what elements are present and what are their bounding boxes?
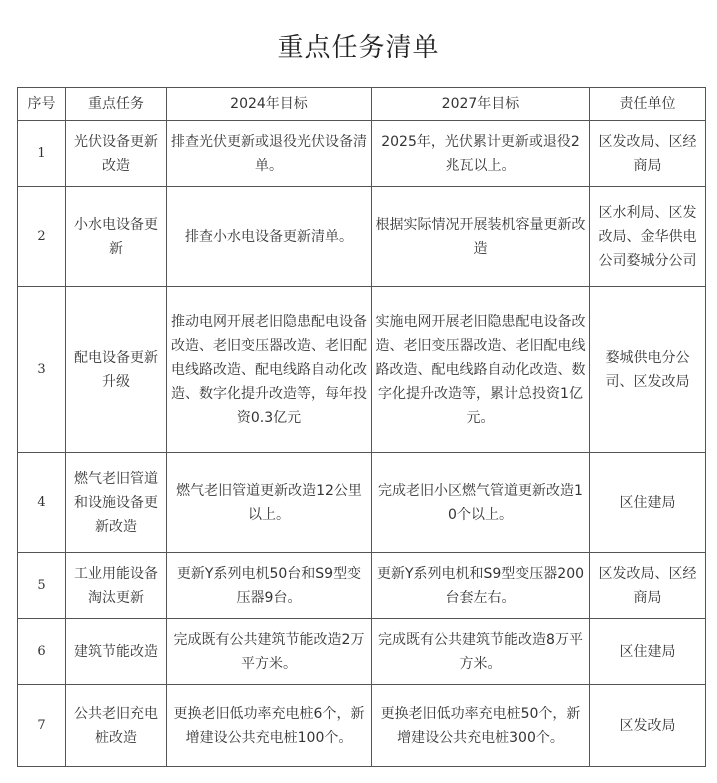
task-cell: 工业用能设备淘汰更新 [66, 553, 167, 619]
target-2024-cell: 推动电网开展老旧隐患配电设备改造、老旧变压器改造、老旧配电线路改造、配电线路自动化改造、数字化提升改造等，每年投资0.3亿元 [167, 287, 372, 453]
row-number: 5 [18, 553, 66, 619]
table-row [18, 685, 706, 767]
target-2024-cell: 更新Y系列电机50台和S9型变压器9台。 [167, 553, 372, 619]
table-row [18, 619, 706, 685]
target-2027-cell: 完成既有公共建筑节能改造8万平方米。 [372, 619, 590, 685]
page-title: 重点任务清单 [277, 33, 440, 64]
responsible-unit-cell: 区发改局、区经商局 [590, 553, 706, 619]
row-number: 3 [18, 287, 66, 453]
responsible-unit-cell: 区住建局 [590, 453, 706, 553]
table-row [18, 453, 706, 553]
task-cell: 燃气老旧管道和设施设备更新改造 [66, 453, 167, 553]
target-2024-cell: 排查小水电设备更新清单。 [167, 187, 372, 287]
target-2024-cell: 完成既有公共建筑节能改造2万平方米。 [167, 619, 372, 685]
table-row [18, 553, 706, 619]
task-cell: 公共老旧充电桩改造 [66, 685, 167, 767]
row-number: 2 [18, 187, 66, 287]
task-cell: 配电设备更新升级 [66, 287, 167, 453]
task-cell: 建筑节能改造 [66, 619, 167, 685]
header-target-2027: 2027年目标 [372, 88, 590, 121]
row-number: 6 [18, 619, 66, 685]
row-number: 4 [18, 453, 66, 553]
target-2027-cell: 更换老旧低功率充电桩50个，新增建设公共充电桩300个。 [372, 685, 590, 767]
task-cell: 小水电设备更新 [66, 187, 167, 287]
header-serial-number: 序号 [18, 88, 66, 121]
table-row [18, 121, 706, 187]
responsible-unit-cell: 区发改局、区经商局 [590, 121, 706, 187]
table-header-row [18, 88, 706, 121]
responsible-unit-cell: 区发改局 [590, 685, 706, 767]
row-number: 1 [18, 121, 66, 187]
target-2027-cell: 2025年，光伏累计更新或退役2兆瓦以上。 [372, 121, 590, 187]
target-2027-cell: 更新Y系列电机和S9型变压器200台套左右。 [372, 553, 590, 619]
target-2027-cell: 根据实际情况开展装机容量更新改造 [372, 187, 590, 287]
responsible-unit-cell: 区水利局、区发改局、金华供电公司婺城分公司 [590, 187, 706, 287]
header-target-2024: 2024年目标 [167, 88, 372, 121]
table-row [18, 187, 706, 287]
responsible-unit-cell: 区住建局 [590, 619, 706, 685]
key-tasks-table [17, 87, 706, 767]
table-row [18, 287, 706, 453]
target-2024-cell: 排查光伏更新或退役光伏设备清单。 [167, 121, 372, 187]
target-2027-cell: 实施电网开展老旧隐患配电设备改造、老旧变压器改造、老旧配电线路改造、配电线路自动化改造、数字化提升改造等，累计总投资1亿元。 [372, 287, 590, 453]
target-2024-cell: 燃气老旧管道更新改造12公里以上。 [167, 453, 372, 553]
target-2024-cell: 更换老旧低功率充电桩6个，新增建设公共充电桩100个。 [167, 685, 372, 767]
header-key-task: 重点任务 [66, 88, 167, 121]
row-number: 7 [18, 685, 66, 767]
responsible-unit-cell: 婺城供电分公司、区发改局 [590, 287, 706, 453]
header-responsible-unit: 责任单位 [590, 88, 706, 121]
target-2027-cell: 完成老旧小区燃气管道更新改造10个以上。 [372, 453, 590, 553]
task-cell: 光伏设备更新改造 [66, 121, 167, 187]
